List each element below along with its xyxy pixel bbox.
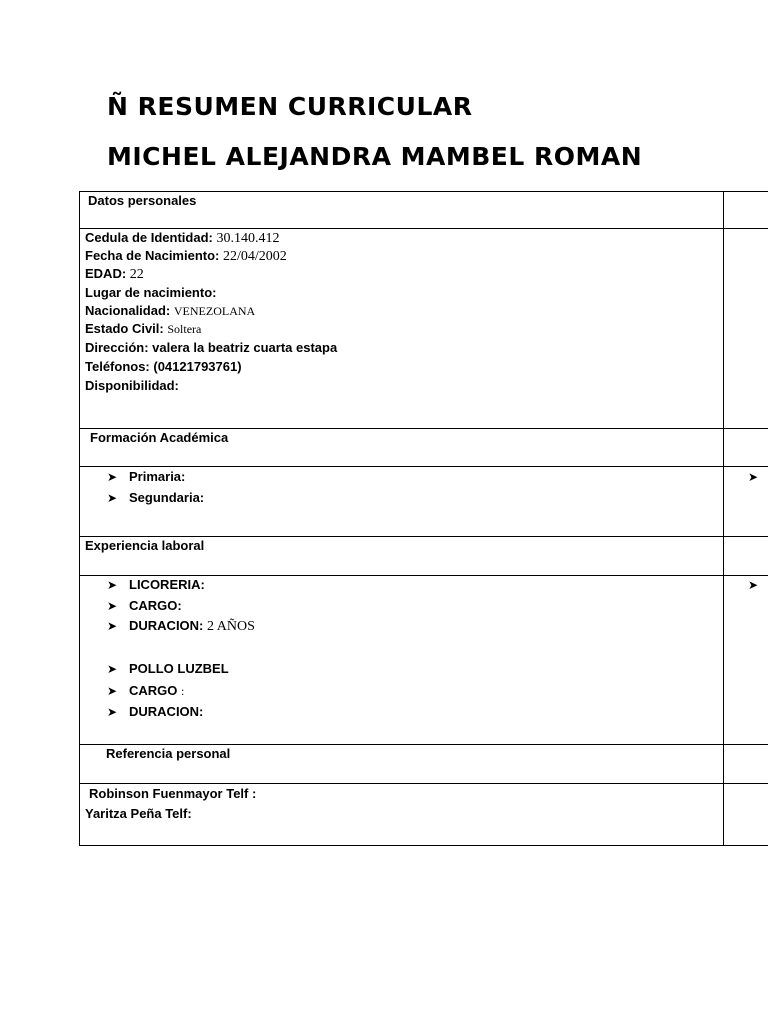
civil-status-row [85,321,201,337]
section-heading-experience: Experiencia laboral [85,538,205,553]
row-divider [79,744,768,745]
list-item [107,618,255,635]
age-row [85,266,144,283]
job1-duration-value: 2 AÑOS [207,619,255,634]
job2-name: POLLO LUZBEL [129,661,229,676]
arrow-bullet-icon: ➤ [107,578,118,592]
job2-cargo-value: : [181,684,185,698]
table-border-bottom [79,845,768,846]
row-divider [79,466,768,467]
candidate-name: MICHEL ALEJANDRA MAMBEL ROMAN [107,142,643,171]
job1-cargo: CARGO: [129,598,182,613]
reference-2: Yaritza Peña Telf: [85,806,192,821]
list-item [107,683,184,699]
arrow-bullet-icon: ➤ [107,705,118,719]
row-divider [79,536,768,537]
job1-name: LICORERIA: [129,577,205,592]
birthplace-label: Lugar de nacimiento: [85,285,217,300]
list-item [107,469,185,485]
address-text: Dirección: valera la beatriz cuarta estapa [85,340,338,355]
table-border-top [79,191,768,192]
nationality-label: Nacionalidad: [85,303,171,318]
section-heading-education: Formación Académica [90,430,229,445]
cedula-row [85,230,279,247]
arrow-bullet-icon: ➤ [107,599,118,613]
arrow-bullet-icon: ➤ [107,491,118,505]
nationality-row [85,303,255,319]
list-item [107,577,205,593]
arrow-bullet-icon: ➤ [107,684,118,698]
document-title: Ñ RESUMEN CURRICULAR [107,92,473,121]
row-divider [79,228,768,229]
arrow-bullet-icon: ➤ [748,470,759,484]
list-item [107,704,203,720]
job1-duration-label: DURACION: [129,618,204,633]
age-label: EDAD: [85,266,127,281]
list-item [107,598,182,614]
section-heading-personal: Datos personales [88,193,197,208]
birthdate-value: 22/04/2002 [223,249,287,264]
arrow-bullet-icon: ➤ [107,662,118,676]
nationality-value: VENEZOLANA [173,304,256,318]
row-divider [79,783,768,784]
row-divider [79,428,768,429]
civil-status-value: Soltera [167,322,202,336]
birthdate-row [85,248,287,265]
education-primary: Primaria: [129,469,186,484]
reference-1: Robinson Fuenmayor Telf : [89,786,257,801]
table-border-left [79,191,80,846]
cedula-label: Cedula de Identidad: [85,230,213,245]
section-heading-references: Referencia personal [106,746,231,761]
column-divider [723,191,724,846]
arrow-bullet-icon: ➤ [107,619,118,633]
phones-text: Teléfonos: (04121793761) [85,359,242,374]
age-value: 22 [129,267,144,282]
birthdate-label: Fecha de Nacimiento: [85,248,220,263]
job2-duration: DURACION: [129,704,204,719]
job2-cargo-label: CARGO [129,683,178,698]
list-item [107,661,229,677]
arrow-bullet-icon: ➤ [748,578,759,592]
row-divider [79,575,768,576]
list-item [107,490,204,506]
arrow-bullet-icon: ➤ [107,470,118,484]
civil-status-label: Estado Civil: [85,321,164,336]
availability-label: Disponibilidad: [85,378,179,393]
education-secondary: Segundaria: [129,490,205,505]
cedula-value: 30.140.412 [216,231,280,246]
